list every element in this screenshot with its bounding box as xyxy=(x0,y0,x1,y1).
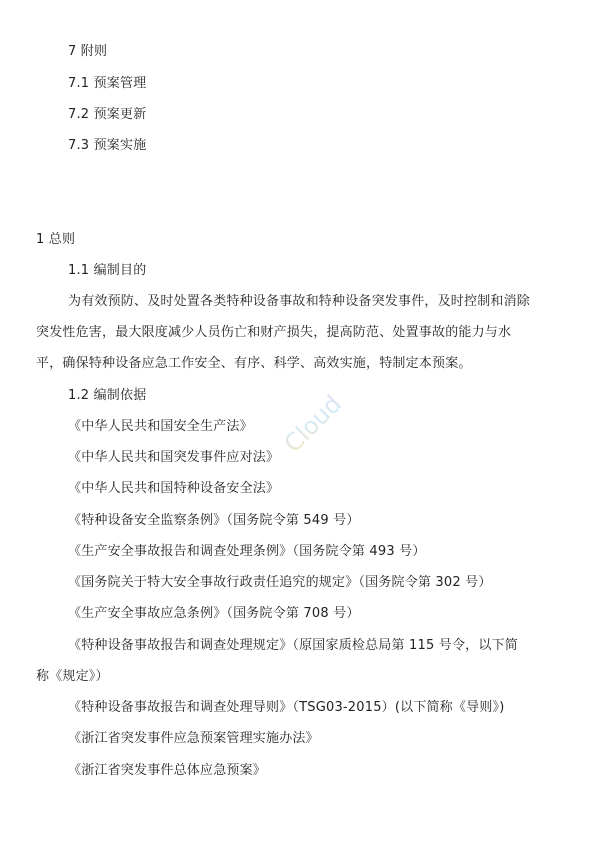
paragraph-line: 为有效预防、及时处置各类特种设备事故和特种设备突发事件，及时控制和消除 xyxy=(68,294,531,309)
appendix-heading: 7 附则 xyxy=(68,44,108,59)
section-heading: 1 总则 xyxy=(36,232,76,247)
basis-item: 《国务院关于特大安全事故行政责任追究的规定》（国务院令第 302 号） xyxy=(68,575,492,590)
subsection-heading: 1.1 编制目的 xyxy=(68,263,147,278)
appendix-item: 7.3 预案实施 xyxy=(68,138,147,153)
basis-item: 《浙江省突发事件总体应急预案》 xyxy=(68,763,267,778)
basis-item: 《特种设备事故报告和调查处理规定》（原国家质检总局第 115 号令，以下简 xyxy=(68,638,518,653)
paragraph-line: 突发性危害，最大限度减少人员伤亡和财产损失，提高防范、处置事故的能力与水 xyxy=(36,325,512,340)
basis-item: 《生产安全事故应急条例》（国务院令第 708 号） xyxy=(68,606,360,621)
basis-item: 《生产安全事故报告和调查处理条例》（国务院令第 493 号） xyxy=(68,544,426,559)
watermark-text: Cloud xyxy=(278,389,347,459)
basis-item: 《中华人民共和国突发事件应对法》 xyxy=(68,450,280,465)
cloud-watermark-icon xyxy=(262,372,352,462)
basis-item: 《特种设备事故报告和调查处理导则》（TSG03-2015）(以下简称《导则》) xyxy=(68,700,505,715)
appendix-item: 7.2 预案更新 xyxy=(68,107,147,122)
basis-item: 《中华人民共和国特种设备安全法》 xyxy=(68,481,280,496)
basis-item: 《特种设备安全监察条例》（国务院令第 549 号） xyxy=(68,513,360,528)
subsection-heading: 1.2 编制依据 xyxy=(68,388,147,403)
paragraph-line: 平，确保特种设备应急工作安全、有序、科学、高效实施，特制定本预案。 xyxy=(36,356,472,371)
appendix-item: 7.1 预案管理 xyxy=(68,76,147,91)
basis-item: 《浙江省突发事件应急预案管理实施办法》 xyxy=(68,731,319,746)
basis-item-continuation: 称《规定》） xyxy=(36,669,109,684)
basis-item: 《中华人民共和国安全生产法》 xyxy=(68,419,253,434)
